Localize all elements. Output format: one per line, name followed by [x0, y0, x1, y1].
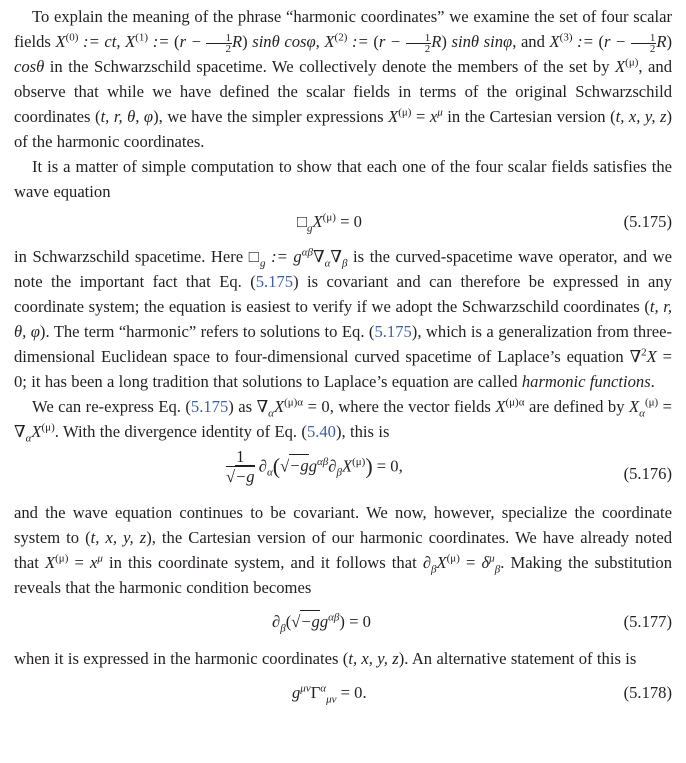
text-run: We can re-express Eq.	[32, 397, 181, 416]
equation-5-175: $□_gX^{(\mu)} = 0$ (5.175)	[297, 211, 672, 235]
equation-number: (5.178)	[623, 683, 672, 702]
math-inline: $X^{(3)}$ := (r − $\frac{1}{2}$ R) cosθ	[14, 31, 673, 76]
text-run: , we have the simpler expressions	[158, 107, 384, 126]
equation-number: (5.175)	[623, 212, 672, 231]
math-inline: (t, x, y, z)	[610, 107, 673, 126]
math-inline: $X^{(0)}$ := ct, $X^{(1)}$ := (r − $\frac{1}{2}$ R) sinθ cosφ, $X^{(2)}$ := (r − $\frac{1}{2}$ R) sinθ sinφ	[55, 31, 513, 55]
math-inline: $X^{(\mu)} = x^\mu$	[388, 106, 443, 126]
text-run: and the wave equation continues to be covariant. We now, however, specialize the coordinate system to	[14, 503, 672, 547]
text-run: as	[238, 397, 253, 416]
math-inline: $\partial_\beta X^{(\mu)} = \delta^\mu_\beta$	[422, 552, 501, 576]
text-run: ; it has been a long tradition that solutions to Laplace’s equation are called	[22, 372, 518, 391]
text-run: in this coordinate system, and it follows that	[108, 553, 417, 572]
emphasis-text: harmonic functions	[521, 372, 651, 391]
math-inline: (t, r, θ, φ)	[95, 107, 159, 126]
text-run: To explain the meaning of the phrase “harmonic coordinates” we examine the set of four scalar fields	[14, 7, 672, 51]
equation-number: (5.177)	[623, 612, 672, 631]
math-inline: ∇$^2$X = 0	[14, 346, 672, 391]
text-run: , where the vector fields	[329, 397, 491, 416]
text-run: in the Schwarzschild spacetime. We collectively denote the members of the set by	[49, 57, 610, 76]
equation-5-177: $\partial_\beta(√-gg^{\alpha\beta}) = 0$ (5.177)	[272, 611, 672, 635]
equation-link[interactable]: 5.175	[374, 322, 412, 341]
math-inline: $X_\alpha^{(\mu)} = \nabla_\alpha X^{(\mu)}$	[14, 396, 673, 445]
math-inline: $X^{(\mu)}$	[615, 56, 639, 76]
math-inline: $X^{(\mu)\alpha}$	[495, 396, 525, 416]
text-run: , the Cartesian version of our harmonic coordinates. We have already noted that	[14, 528, 672, 572]
math-inline: $□_g$ := $g^{\alpha\beta}\nabla_\alpha\nabla_\beta$	[248, 246, 348, 270]
math-inline: $X^{(\mu)} = x^\mu$	[45, 552, 103, 572]
text-run: , this is	[341, 422, 390, 441]
text-run: when it is expressed in the harmonic coordinates	[14, 649, 339, 668]
equation-number: (5.176)	[623, 464, 672, 483]
equation-link[interactable]: 5.40	[306, 422, 336, 441]
equation-link[interactable]: 5.175	[190, 397, 229, 416]
text-run: in the Cartesian version	[447, 107, 606, 126]
paragraph-3: in Schwarzschild spacetime. Here $□_g$ := $g^{\alpha\beta}\nabla_\alpha\nabla_\beta$ is the curved-spacetime wave operator, and we note the important fact that Eq. (5.175) is covariant and can therefore be expressed in any coordinate system; the equation is easiest to verify if we adopt the Schwarzschild coordinates (t, r, θ, φ). The term “harmonic” refers to solutions to Eq. (5.175), which is a generalization from three-dimensional Euclidean space to four-dimensional curved spacetime of Laplace’s equation ∇$^2$X = 0; it has been a long tradition that solutions to Laplace’s equation are called harmonic functions.	[14, 246, 673, 391]
text-run: , which is a generalization from three-dimensional Euclidean space to four-dimensional curved spacetime of Laplace’s equation	[14, 322, 672, 366]
text-run: . The term “harmonic” refers to solutions to Eq.	[45, 322, 365, 341]
paragraph-5	[14, 500, 672, 600]
text-run: , and observe that while we have defined the scalar fields in terms of the original Schwarzschild coordinates	[14, 57, 672, 126]
math-inline: (t, x, y, z)	[85, 528, 152, 547]
math-inline: $\nabla_\alpha X^{(\mu)\alpha} = 0$	[256, 396, 330, 420]
text-run: is the curved-spacetime wave operator, and we note the important fact that Eq.	[14, 247, 673, 291]
equation-5-176: $\frac{1}{√-g}$ $\partial_\alpha(√-gg^{\alpha\beta}\partial_\beta X^{(\mu)}) = 0$, (5.176)	[226, 447, 672, 486]
paragraph-2	[14, 154, 672, 204]
equation-link[interactable]: 5.175	[255, 272, 294, 291]
text-run: It is a matter of simple computation to show that each one of the four scalar fields satisfies the wave equation	[14, 157, 672, 201]
paragraph-6	[14, 646, 672, 671]
paragraph-4: We can re-express Eq. (5.175) as $\nabla_\alpha X^{(\mu)\alpha} = 0$, where the vector fields $X^{(\mu)\alpha}$ are defined by $X_\alpha^{(\mu)} = \nabla_\alpha X^{(\mu)}$. With the divergence identity of Eq. (5.40), this is	[14, 396, 673, 445]
text-run: is covariant and can therefore be expressed in any coordinate system; the equation is easiest to verify if we adopt the Schwarzschild coordinates	[14, 272, 673, 316]
math-inline: (t, x, y, z)	[342, 649, 405, 668]
math-inline: (t, r, θ, φ)	[14, 297, 672, 341]
text-run: . An alternative statement of this is	[404, 649, 637, 668]
text-run: . Making the substitution reveals that the harmonic condition becomes	[14, 553, 672, 597]
text-run: are defined by	[528, 397, 625, 416]
equation-5-178: $g^{\mu\nu}\Gamma^\alpha_{\mu\nu} = 0$. (5.178)	[292, 682, 672, 706]
text-run: . With the divergence identity of Eq.	[54, 422, 298, 441]
text-run: in Schwarzschild spacetime. Here	[14, 247, 244, 266]
paper-page	[14, 4, 672, 711]
paragraph-1: To explain the meaning of the phrase “harmonic coordinates” we examine the set of four scalar fields $X^{(0)}$ := ct, $X^{(1)}$ := (r − $\frac{1}{2}$ R) sinθ cosφ, $X^{(2)}$ := (r − $\frac{1}{2}$ R) sinθ sinφ, and $X^{(3)}$ := (r − $\frac{1}{2}$ R) cosθ in the Schwarzschild spacetime. We collectively denote the members of the set by $X^{(\mu)}$, and observe that while we have defined the scalar fields in terms of the original Schwarzschild coordinates (t, r, θ, φ), we have the simpler expressions $X^{(\mu)} = x^\mu$ in the Cartesian version (t, x, y, z) of the harmonic coordinates.	[14, 7, 673, 151]
text-run: of the harmonic coordinates.	[14, 132, 205, 151]
